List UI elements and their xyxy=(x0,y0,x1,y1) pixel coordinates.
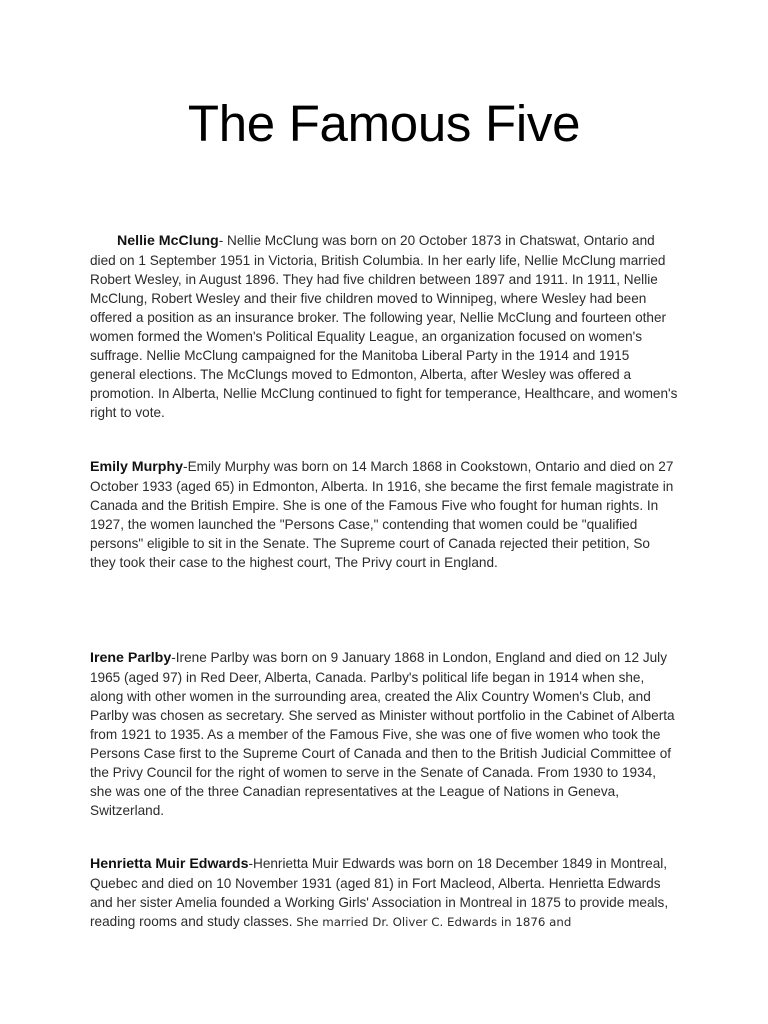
biography-emily-murphy xyxy=(90,457,678,572)
person-name: Emily Murphy xyxy=(90,459,184,475)
biography-text: Henrietta Muir Edwards was born on 18 December 1849 in Montreal, Quebec and died on 10 November 1931 (aged 81) in Fort Macleod, Alberta. Henrietta Edwards and her sister Amelia founded a Working Girls' Association in Montreal in 1875 to provide meals, reading rooms and study classes. xyxy=(90,856,669,929)
biography-nellie-mcclung xyxy=(90,231,678,422)
biography-text: Emily Murphy was born on 14 March 1868 in Cookstown, Ontario and died on 27 October 1933 (aged 65) in Edmonton, Alberta. In 1916, she became the first female magistrate in Canada and the British Empire. She is one of the Famous Five who fought for human rights. In 1927, the women launched the "Persons Case," contending that women could be "qualified persons" eligible to sit in the Senate. The Supreme court of Canada rejected their petition, So they took their case to the highest court, The Privy court in England. xyxy=(90,459,674,570)
name-separator: - xyxy=(183,459,188,474)
person-name: Henrietta Muir Edwards xyxy=(90,856,249,872)
biography-henrietta-muir-edwards xyxy=(90,854,678,932)
person-name: Nellie McClung xyxy=(117,233,219,249)
biography-text: Irene Parlby was born on 9 January 1868 in London, England and died on 12 July 1965 (aged 97) in Red Deer, Alberta, Canada. Parlby's political life began in 1914 when she, along with other women in the surrounding area, created the Alix Country Women's Club, and Parlby was chosen as secretary. She served as Minister without portfolio in the Cabinet of Alberta from 1921 to 1935. As a member of the Famous Five, she was one of five women who took the Persons Case first to the Supreme Court of Canada and then to the British Judicial Committee of the Privy Council for the right of women to serve in the Senate of Canada. From 1930 to 1934, she was one of the three Canadian representatives at the League of Nations in Geneva, Switzerland. xyxy=(90,650,675,818)
person-name: Irene Parlby xyxy=(90,650,172,666)
page-title: The Famous Five xyxy=(187,95,581,152)
name-separator: - xyxy=(218,233,228,248)
biography-text-continued: She married Dr. Oliver C. Edwards in 1876 and xyxy=(296,915,572,929)
name-separator: - xyxy=(248,856,253,871)
name-separator: - xyxy=(171,650,176,665)
biography-text: Nellie McClung was born on 20 October 1873 in Chatswat, Ontario and died on 1 September 1951 in Victoria, British Columbia. In her early life, Nellie McClung married Robert Wesley, in August 1896. They had five children between 1897 and 1911. In 1911, Nellie McClung, Robert Wesley and their five children moved to Winnipeg, where Wesley had been offered a position as an insurance broker. The following year, Nellie McClung and fourteen other women formed the Women's Political Equality League, an organization focused on women's suffrage. Nellie McClung campaigned for the Manitoba Liberal Party in the 1914 and 1915 general elections. The McClungs moved to Edmonton, Alberta, after Wesley was offered a promotion. In Alberta, Nellie McClung continued to fight for temperance, Healthcare, and women's right to vote. xyxy=(90,233,678,420)
biography-irene-parlby xyxy=(90,648,678,820)
